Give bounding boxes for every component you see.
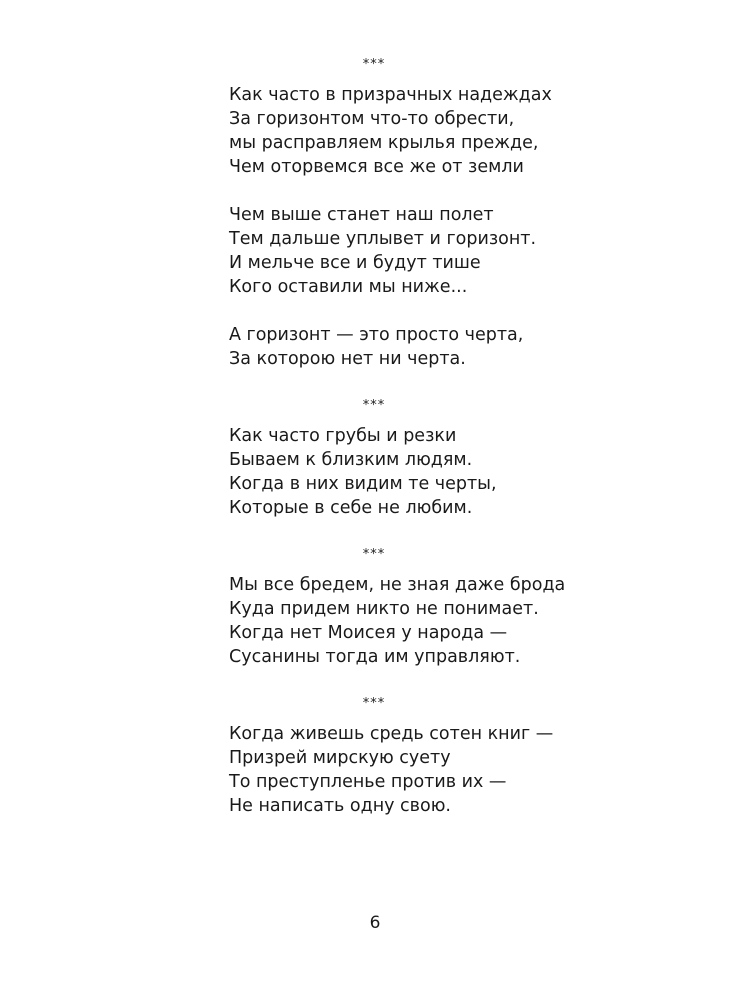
verse-line: Как часто грубы и резки bbox=[229, 426, 457, 446]
poem-separator: *** bbox=[362, 57, 386, 72]
poem-separator: *** bbox=[362, 696, 386, 711]
verse-line: Тем дальше уплывет и горизонт. bbox=[229, 229, 537, 249]
poem-separator: *** bbox=[362, 398, 386, 413]
verse-line: Когда живешь средь сотен книг — bbox=[229, 724, 554, 744]
poem bbox=[229, 696, 659, 818]
verse-line: Призрей мирскую суету bbox=[229, 748, 451, 768]
verse-line: Чем выше станет наш полет bbox=[229, 205, 494, 225]
poem bbox=[229, 547, 659, 669]
verse-line: мы расправляем крылья прежде, bbox=[229, 133, 539, 153]
stanza bbox=[229, 424, 659, 520]
stanza bbox=[229, 203, 659, 299]
verse-line: Куда придем никто не понимает. bbox=[229, 599, 539, 619]
verse-line: Когда в них видим те черты, bbox=[229, 474, 497, 494]
poem bbox=[229, 57, 659, 371]
verse-line: Чем оторвемся все же от земли bbox=[229, 157, 524, 177]
verse-line: И мельче все и будут тише bbox=[229, 253, 481, 273]
verse-line: Которые в себе не любим. bbox=[229, 498, 473, 518]
stanza bbox=[229, 573, 659, 669]
verse-line: То преступленье против их — bbox=[229, 772, 507, 792]
verse-line: Как часто в призрачных надеждах bbox=[229, 85, 552, 105]
poem bbox=[229, 398, 659, 520]
verse-line: Кого оставили мы ниже... bbox=[229, 277, 468, 297]
stanza bbox=[229, 323, 659, 371]
stanza bbox=[229, 83, 659, 179]
verse-line: Мы все бредем, не зная даже брода bbox=[229, 575, 566, 595]
poems-container bbox=[229, 57, 659, 818]
verse-line: Когда нет Моисея у народа — bbox=[229, 623, 508, 643]
verse-line: Не написать одну свою. bbox=[229, 796, 451, 816]
verse-line: Бываем к близким людям. bbox=[229, 450, 473, 470]
verse-line: За которою нет ни черта. bbox=[229, 349, 466, 369]
page-number: 6 bbox=[369, 913, 381, 933]
verse-line: Сусанины тогда им управляют. bbox=[229, 647, 521, 667]
verse-line: За горизонтом что-то обрести, bbox=[229, 109, 515, 129]
verse-line: А горизонт — это просто черта, bbox=[229, 325, 524, 345]
poem-separator: *** bbox=[362, 547, 386, 562]
stanza bbox=[229, 722, 659, 818]
